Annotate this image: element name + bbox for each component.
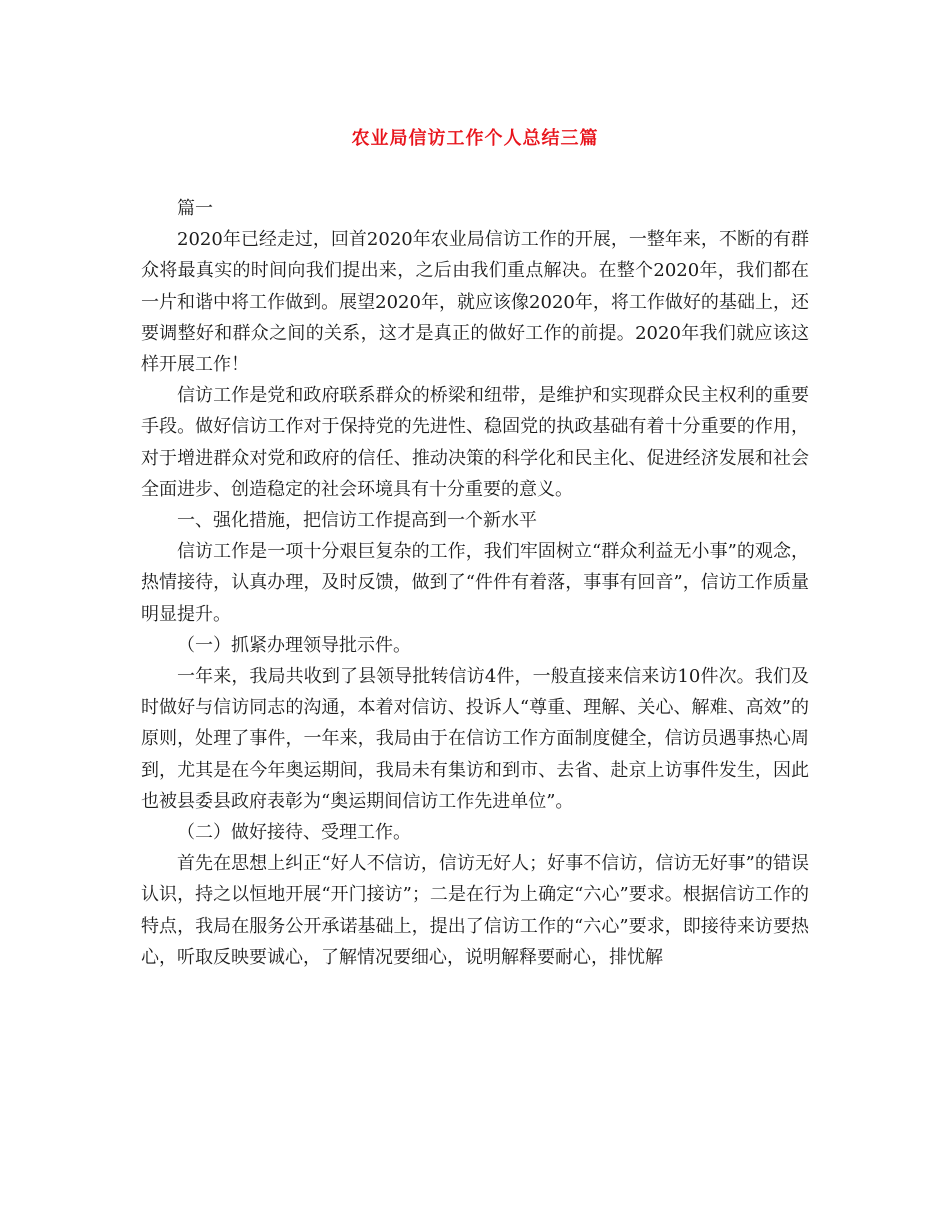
body-paragraph-measures: 信访工作是一项十分艰巨复杂的工作，我们牢固树立“群众利益无小事”的观念，热情接待，认真办理，及时反馈，做到了“件件有着落，事事有回音”，信访工作质量明显提升。 — [141, 541, 809, 625]
section-heading-measures: 一、强化措施，把信访工作提高到一个新水平 — [177, 510, 537, 532]
subheading-leader-instructions: （一）抓紧办理领导批示件。 — [177, 634, 411, 656]
subheading-reception: （二）做好接待、受理工作。 — [177, 822, 411, 844]
body-paragraph-leader-instructions: 一年来，我局共收到了县领导批转信访4件，一般直接来信来访10件次。我们及时做好与信访同志的沟通，本着对信访、投诉人“尊重、理解、关心、解难、高效”的原则，处理了事件，一年来，我局由于在信访工作方面制度健全，信访员遇事热心周到，尤其是在今年奥运期间，我局未有集访和到市、去省、赴京上访事件发生，因此也被县委县政府表彰为“奥运期间信访工作先进单位”。 — [141, 666, 809, 812]
body-paragraph-importance: 信访工作是党和政府联系群众的桥梁和纽带，是维护和实现群众民主权利的重要手段。做好信访工作对于保持党的先进性、稳固党的执政基础有着十分重要的作用，对于增进群众对党和政府的信任、推动决策的科学化和民主化、促进经济发展和社会全面进步、创造稳定的社会环境具有十分重要的意义。 — [141, 385, 809, 500]
body-paragraph-review: 2020年已经走过，回首2020年农业局信访工作的开展，一整年来，不断的有群众将最真实的时间向我们提出来，之后由我们重点解决。在整个2020年，我们都在一片和谐中将工作做到。展望2020年，就应该像2020年，将工作做好的基础上，还要调整好和群众之间的关系，这才是真正的做好工作的前提。2020年我们就应该这样开展工作！ — [141, 229, 809, 376]
document-body — [141, 193, 809, 973]
document-title: 农业局信访工作个人总结三篇 — [351, 128, 599, 149]
body-paragraph-reception: 首先在思想上纠正“好人不信访，信访无好人；好事不信访，信访无好事”的错误认识，持之以恒地开展“开门接访”；二是在行为上确定“六心”要求。根据信访工作的特点，我局在服务公开承诺基础上，提出了信访工作的“六心”要求，即接待来访要热心，听取反映要诚心，了解情况要细心，说明解释要耐心，排忧解 — [141, 853, 809, 968]
section-heading-part-one: 篇一 — [177, 198, 213, 219]
